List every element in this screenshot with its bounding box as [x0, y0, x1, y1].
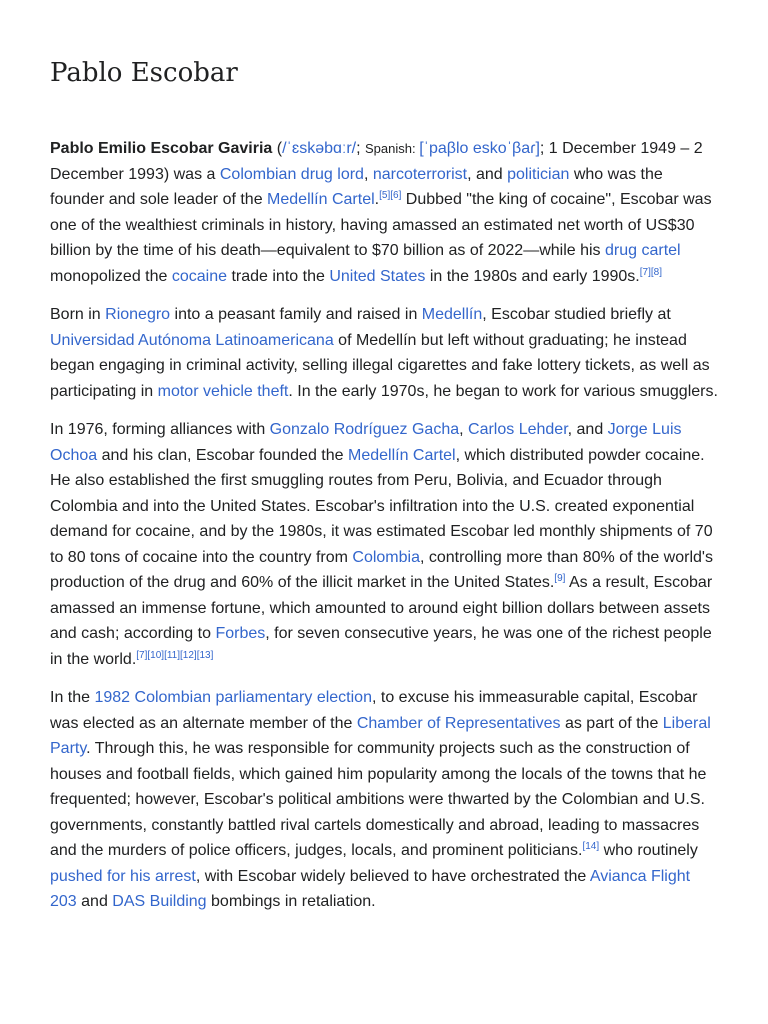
- paragraph-early-life: Born in Rionegro into a peasant family and raised in Medellín, Escobar studied briefly at Universidad Autónoma Latinoamericana of Medellín but left without graduating; he instead began engaging in criminal activity, selling illegal cigarettes and fake lottery tickets, as well as participating in motor vehicle theft. In the early 1970s, he began to work for various smugglers.: [50, 306, 718, 400]
- citation-12[interactable]: [12]: [180, 649, 197, 661]
- citation-5[interactable]: [5]: [379, 190, 391, 201]
- citation-13[interactable]: [13]: [196, 649, 214, 661]
- link-chamber-of-representatives[interactable]: Chamber of Representatives: [356, 714, 561, 732]
- citation-6[interactable]: [6]: [390, 190, 402, 201]
- link-politician[interactable]: politician: [507, 165, 570, 183]
- link-united-states[interactable]: United States: [329, 267, 426, 285]
- link-universidad[interactable]: Universidad Autónoma Latinoamericana: [50, 331, 334, 349]
- link-colombia[interactable]: Colombia: [352, 548, 420, 566]
- link-medellin-cartel-2[interactable]: Medellín Cartel: [347, 446, 456, 464]
- link-carlos-lehder[interactable]: Carlos Lehder: [468, 421, 568, 438]
- link-jorge-luis-ochoa[interactable]: Jorge Luis Ochoa: [50, 421, 682, 464]
- link-gonzalo-rodriguez-gacha[interactable]: Gonzalo Rodríguez Gacha: [269, 421, 460, 438]
- citation-14[interactable]: [14]: [582, 841, 600, 852]
- link-colombian-drug-lord[interactable]: Colombian drug lord: [219, 165, 364, 183]
- citation-8[interactable]: [8]: [650, 266, 662, 278]
- citation-9[interactable]: [9]: [554, 573, 566, 584]
- citation-10[interactable]: [10]: [147, 649, 165, 661]
- link-motor-vehicle-theft[interactable]: motor vehicle theft: [157, 382, 289, 400]
- page-title: Pablo Escobar: [50, 58, 238, 88]
- link-liberal-party[interactable]: Liberal Party: [50, 714, 711, 757]
- paragraph-politics: In the 1982 Colombian parliamentary election, to excuse his immeasurable capital, Escobar was elected as an alternate member of the Chamber of Representatives as part of the Liberal Party. Through this, he was responsible for community projects such as the construction of houses and football fields, which gained him popularity among the locals of the towns that he frequented; however, Escobar's political ambitions were thwarted by the Colombian and U.S. governments, constantly battled rival cartels domestically and abroad, leading to massacres and the murders of police officers, judges, locals, and prominent politicians.[14] who routinely pushed for his arrest, with Escobar widely believed to have orchestrated the Avianca Flight 203 and DAS Building bombings in retaliation.: [50, 689, 711, 910]
- spanish-label: Spanish:: [365, 141, 420, 156]
- link-rionegro[interactable]: Rionegro: [105, 306, 171, 323]
- link-1982-election[interactable]: 1982 Colombian parliamentary election: [94, 689, 372, 706]
- subject-name: Pablo Emilio Escobar Gaviria: [50, 140, 273, 157]
- link-drug-cartel[interactable]: drug cartel: [605, 242, 681, 259]
- citation-11[interactable]: [11]: [164, 649, 181, 661]
- ipa-english-link[interactable]: /ˈɛskəbɑːr/: [282, 140, 357, 157]
- citation-7b[interactable]: [7]: [136, 649, 148, 661]
- link-cocaine[interactable]: cocaine: [171, 267, 228, 285]
- link-pushed-for-his-arrest[interactable]: pushed for his arrest: [50, 867, 196, 885]
- link-avianca-flight-203[interactable]: Avianca Flight 203: [50, 867, 691, 910]
- link-narcoterrorist[interactable]: narcoterrorist: [372, 165, 468, 183]
- link-forbes[interactable]: Forbes: [215, 625, 266, 642]
- link-medellin-cartel[interactable]: Medellín Cartel: [267, 191, 375, 208]
- link-medellin[interactable]: Medellín: [421, 306, 483, 323]
- paragraph-cartel: In 1976, forming alliances with Gonzalo Rodríguez Gacha, Carlos Lehder, and Jorge Luis Ochoa and his clan, Escobar founded the Medellín Cartel, which distributed powder cocaine. He also established the first smuggling routes from Peru, Bolivia, and Ecuador through Colombia and into the United States. Escobar's infiltration into the U.S. created exponential demand for cocaine, and by the 1980s, it was estimated Escobar led monthly shipments of 70 to 80 tons of cocaine into the country from Colombia, controlling more than 80% of the world's production of the drug and 60% of the illicit market in the United States.[9] As a result, Escobar amassed an immense fortune, which amounted to around eight billion dollars between assets and cash; according to Forbes, for seven consecutive years, he was one of the richest people in the world.[7][10][11][12][13]: [50, 421, 713, 668]
- ipa-spanish-link[interactable]: [ˈpaβlo eskoˈβaɾ]: [419, 140, 540, 157]
- paragraph-intro: Pablo Emilio Escobar Gaviria (/ˈɛskəbɑːr/; Spanish: [ˈpaβlo eskoˈβaɾ]; 1 December 1949 – 2 December 1993) was a Colombian drug lord, narcoterrorist, and politician who was the founder and sole leader of the Medellín Cartel.[5][6] Dubbed "the king of cocaine", Escobar was one of the wealthiest criminals in history, having amassed an estimated net worth of US$30 billion by the time of his death—equivalent to $70 billion as of 2022—while his drug cartel monopolized the cocaine trade into the United States in the 1980s and early 1990s.[7][8]: [50, 140, 712, 285]
- link-das-building[interactable]: DAS Building: [112, 893, 207, 910]
- citation-7[interactable]: [7]: [639, 266, 651, 278]
